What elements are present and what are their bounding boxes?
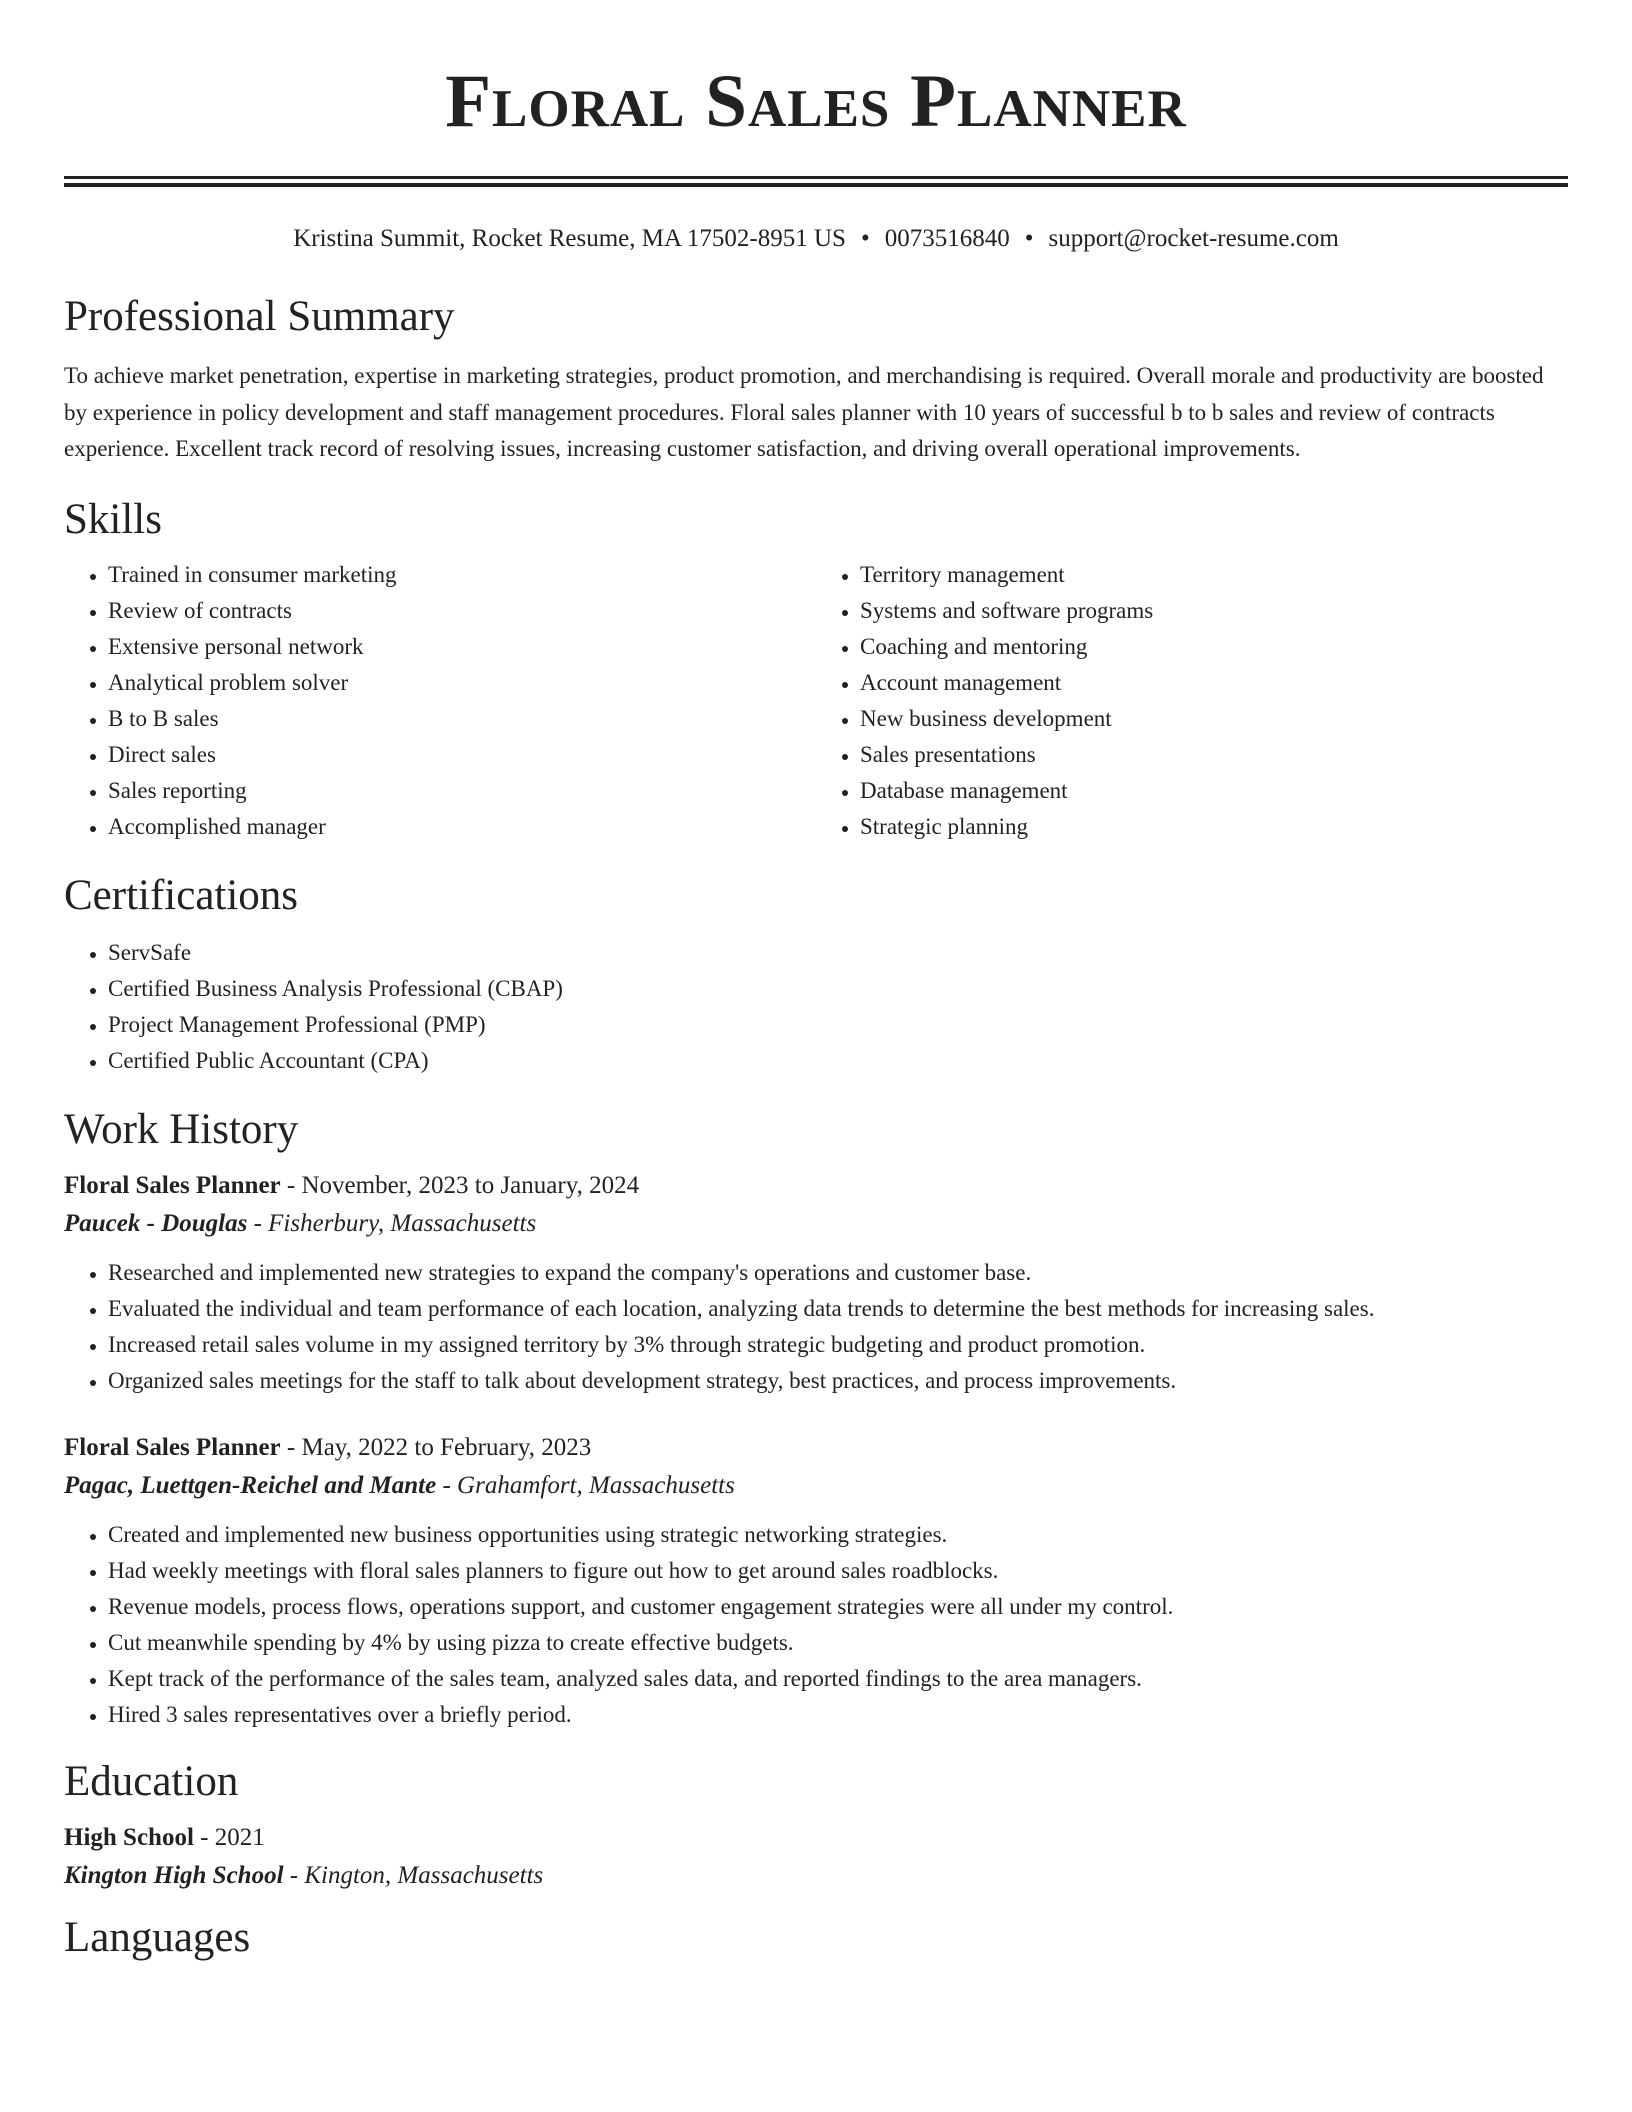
skill-item: • Direct sales — [108, 737, 816, 773]
job-location: Grahamfort, Massachusetts — [457, 1471, 735, 1499]
job-bullet: • Created and implemented new business opportunities using strategic networking strategies. — [108, 1517, 1568, 1553]
job-bullet: • Researched and implemented new strategies to expand the company's operations and customer base. — [108, 1255, 1568, 1291]
education-location: Kington, Massachusetts — [304, 1861, 544, 1889]
contact-separator: • — [1024, 225, 1034, 252]
job-entry — [64, 1167, 1568, 1399]
job-company-line — [64, 1205, 1568, 1243]
job-bullet: • Hired 3 sales representatives over a briefly period. — [108, 1697, 1568, 1733]
contact-email: support@rocket-resume.com — [1048, 225, 1339, 252]
education-degree: High School — [64, 1823, 194, 1851]
certification-item: • Certified Business Analysis Professional (CBAP) — [108, 971, 1568, 1007]
languages-heading: Languages — [64, 1913, 251, 1961]
contact-separator: • — [860, 225, 870, 252]
skill-item: • Review of contracts — [108, 593, 816, 629]
job-title: Floral Sales Planner — [64, 1433, 281, 1461]
dash: - — [247, 1209, 269, 1237]
job-company: Paucek - Douglas — [64, 1209, 248, 1237]
job-entry — [64, 1429, 1568, 1733]
skill-item: • New business development — [860, 701, 1568, 737]
skill-item: • B to B sales — [108, 701, 816, 737]
skills-list-right — [816, 557, 1568, 845]
skills-grid — [64, 557, 1568, 845]
skill-item: • Extensive personal network — [108, 629, 816, 665]
skills-list-left — [64, 557, 816, 845]
skill-item: • Strategic planning — [860, 809, 1568, 845]
contact-phone: 0073516840 — [884, 225, 1010, 252]
certification-item: • Project Management Professional (PMP) — [108, 1007, 1568, 1043]
summary-text: To achieve market penetration, expertise in marketing strategies, product promotion, and merchandising is required. Overall morale and productivity are boosted by experience in policy development and staff management procedures. Floral sales planner with 10 years of successful b to b sales and review of contracts experience. Excellent track record of resolving issues, increasing customer satisfaction, and driving overall operational improvements. — [64, 363, 1544, 461]
summary-heading: Professional Summary — [64, 293, 455, 340]
dash: - — [280, 1433, 302, 1461]
job-bullet: • Had weekly meetings with floral sales planners to figure out how to get around sales roadblocks. — [108, 1553, 1568, 1589]
certifications-heading: Certifications — [64, 871, 299, 919]
dash: - — [436, 1471, 458, 1499]
skill-item: • Account management — [860, 665, 1568, 701]
skill-item: • Territory management — [860, 557, 1568, 593]
skill-item: • Coaching and mentoring — [860, 629, 1568, 665]
education-heading: Education — [64, 1757, 239, 1805]
certifications-list — [64, 935, 1568, 1079]
job-company-line — [64, 1467, 1568, 1505]
contact-line — [64, 224, 1568, 254]
job-bullet: • Increased retail sales volume in my assigned territory by 3% through strategic budgeting and product promotion. — [108, 1327, 1568, 1363]
dash: - — [193, 1823, 215, 1851]
job-company: Pagac, Luettgen-Reichel and Mante — [64, 1471, 437, 1499]
job-bullet: • Revenue models, process flows, operations support, and customer engagement strategies were all under my control. — [108, 1589, 1568, 1625]
job-title-line — [64, 1167, 1568, 1205]
job-bullets — [64, 1255, 1568, 1399]
education-degree-line — [64, 1819, 1568, 1857]
skill-item: • Trained in consumer marketing — [108, 557, 816, 593]
skill-item: • Database management — [860, 773, 1568, 809]
education-school-line — [64, 1857, 1568, 1895]
skill-item: • Sales reporting — [108, 773, 816, 809]
skill-item: • Sales presentations — [860, 737, 1568, 773]
skills-column-right — [816, 557, 1568, 845]
job-bullets — [64, 1517, 1568, 1733]
education-school: Kington High School — [64, 1861, 284, 1889]
skills-column-left — [64, 557, 816, 845]
job-title-line — [64, 1429, 1568, 1467]
job-bullet: • Cut meanwhile spending by 4% by using pizza to create effective budgets. — [108, 1625, 1568, 1661]
work-history-heading: Work History — [64, 1105, 299, 1153]
certification-item: • ServSafe — [108, 935, 1568, 971]
dash: - — [280, 1171, 302, 1199]
resume-title: Floral Sales Planner — [445, 60, 1187, 143]
skill-item: • Systems and software programs — [860, 593, 1568, 629]
title-double-rule — [64, 176, 1568, 187]
job-title: Floral Sales Planner — [64, 1171, 281, 1199]
job-bullet: • Evaluated the individual and team performance of each location, analyzing data trends to determine the best methods for increasing sales. — [108, 1291, 1568, 1327]
job-location: Fisherbury, Massachusetts — [268, 1209, 537, 1237]
job-bullet: • Kept track of the performance of the sales team, analyzed sales data, and reported findings to the area managers. — [108, 1661, 1568, 1697]
job-bullet: • Organized sales meetings for the staff to talk about development strategy, best practices, and process improvements. — [108, 1363, 1568, 1399]
education-year: 2021 — [214, 1823, 265, 1851]
dash: - — [283, 1861, 305, 1889]
skill-item: • Accomplished manager — [108, 809, 816, 845]
job-dates: May, 2022 to February, 2023 — [301, 1433, 592, 1461]
job-dates: November, 2023 to January, 2024 — [301, 1171, 640, 1199]
skills-heading: Skills — [64, 495, 162, 543]
certification-item: • Certified Public Accountant (CPA) — [108, 1043, 1568, 1079]
contact-address: Kristina Summit, Rocket Resume, MA 17502-8951 US — [293, 225, 846, 252]
skill-item: • Analytical problem solver — [108, 665, 816, 701]
